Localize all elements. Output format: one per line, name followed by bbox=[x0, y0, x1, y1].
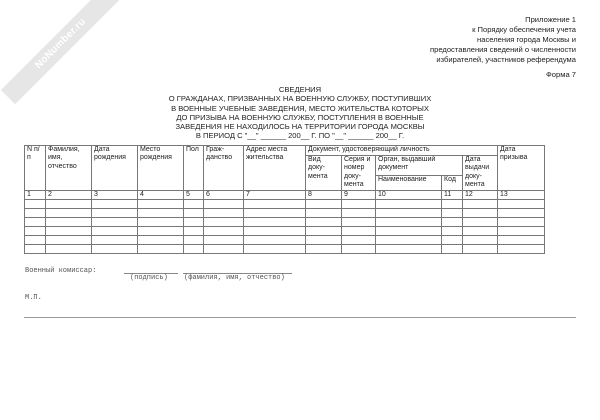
table-cell[interactable] bbox=[138, 245, 184, 254]
table-row bbox=[25, 245, 545, 254]
table-cell[interactable] bbox=[25, 245, 46, 254]
table-cell[interactable] bbox=[306, 236, 342, 245]
table-cell[interactable] bbox=[306, 227, 342, 236]
appendix-line: избирателей, участников референдума bbox=[436, 55, 576, 64]
name-caption: (фамилия, имя, отчество) bbox=[184, 274, 285, 282]
column-number: 2 bbox=[46, 191, 92, 200]
header-birth-place: Место рождения bbox=[138, 146, 184, 191]
table-cell[interactable] bbox=[46, 227, 92, 236]
table-row bbox=[25, 236, 545, 245]
title-line: СВЕДЕНИЯ bbox=[278, 85, 322, 94]
column-number: 8 bbox=[306, 191, 342, 200]
table-cell[interactable] bbox=[463, 245, 498, 254]
column-number: 12 bbox=[463, 191, 498, 200]
appendix-line: населения города Москвы и bbox=[477, 35, 576, 44]
header-doc-series: Серия и номер доку-мента bbox=[342, 156, 376, 191]
table-cell[interactable] bbox=[463, 236, 498, 245]
table-cell[interactable] bbox=[204, 245, 244, 254]
title-line: О ГРАЖДАНАХ, ПРИЗВАННЫХ НА ВОЕННУЮ СЛУЖБУ, ПОСТУПИВШИХ bbox=[168, 94, 432, 104]
table-cell[interactable] bbox=[204, 227, 244, 236]
header-address: Адрес места жительства bbox=[244, 146, 306, 191]
table-row bbox=[25, 200, 545, 209]
table-cell[interactable] bbox=[306, 209, 342, 218]
table-cell[interactable] bbox=[463, 200, 498, 209]
table-cell[interactable] bbox=[138, 236, 184, 245]
column-number: 11 bbox=[442, 191, 463, 200]
table-cell[interactable] bbox=[92, 236, 138, 245]
table-cell[interactable] bbox=[25, 218, 46, 227]
header-citizenship: Граж-данство bbox=[204, 146, 244, 191]
header-doc-type: Вид доку-мента bbox=[306, 156, 342, 191]
table-cell[interactable] bbox=[442, 227, 463, 236]
header-sex: Пол bbox=[184, 146, 204, 191]
table-cell[interactable] bbox=[244, 245, 306, 254]
table-cell[interactable] bbox=[92, 200, 138, 209]
table-cell[interactable] bbox=[25, 227, 46, 236]
title-line: ЗАВЕДЕНИЯ НЕ НАХОДИЛОСЬ НА ТЕРРИТОРИИ ГОРОДА МОСКВЫ bbox=[175, 122, 425, 132]
header-conscription-date: Дата призыва bbox=[498, 146, 545, 191]
header-num: N п/п bbox=[25, 146, 46, 191]
table-cell[interactable] bbox=[376, 236, 442, 245]
table-cell[interactable] bbox=[92, 245, 138, 254]
table-cell[interactable] bbox=[498, 218, 545, 227]
table-cell[interactable] bbox=[244, 218, 306, 227]
table-cell[interactable] bbox=[498, 227, 545, 236]
table-cell[interactable] bbox=[442, 200, 463, 209]
table-cell[interactable] bbox=[244, 209, 306, 218]
signature-caption: (подпись) bbox=[130, 274, 168, 282]
table-cell[interactable] bbox=[244, 227, 306, 236]
column-number: 1 bbox=[25, 191, 46, 200]
appendix-line: предоставления сведений о численности bbox=[430, 45, 576, 54]
column-number: 5 bbox=[184, 191, 204, 200]
watermark: NoNumber.ru bbox=[1, 0, 121, 104]
table-cell[interactable] bbox=[184, 209, 204, 218]
table-cell[interactable] bbox=[498, 236, 545, 245]
title-line: В ПЕРИОД С "__" ______ 200__ Г. ПО "__" ______ 200__ Г. bbox=[195, 131, 405, 141]
bottom-rule bbox=[24, 317, 576, 318]
stamp-label: М.П. bbox=[25, 294, 42, 302]
table-cell[interactable] bbox=[498, 200, 545, 209]
column-number: 13 bbox=[498, 191, 545, 200]
table-cell[interactable] bbox=[25, 236, 46, 245]
table-cell[interactable] bbox=[46, 200, 92, 209]
header-issuer-name: Наименование bbox=[376, 176, 442, 191]
header-issuer-code: Код bbox=[442, 176, 463, 191]
commissar-label: Военный комиссар: bbox=[25, 267, 97, 275]
table-cell[interactable] bbox=[342, 245, 376, 254]
table-cell[interactable] bbox=[463, 227, 498, 236]
table-cell[interactable] bbox=[342, 200, 376, 209]
table-cell[interactable] bbox=[342, 209, 376, 218]
table-cell[interactable] bbox=[376, 200, 442, 209]
header-issue-date: Дата выдачи доку-мента bbox=[463, 156, 498, 191]
table-cell[interactable] bbox=[92, 218, 138, 227]
table-cell[interactable] bbox=[184, 236, 204, 245]
table-cell[interactable] bbox=[204, 200, 244, 209]
appendix-line: Приложение 1 bbox=[525, 15, 576, 24]
column-number: 9 bbox=[342, 191, 376, 200]
table-cell[interactable] bbox=[306, 245, 342, 254]
table-cell[interactable] bbox=[204, 236, 244, 245]
table-cell[interactable] bbox=[138, 227, 184, 236]
document-title bbox=[150, 85, 450, 141]
table-cell[interactable] bbox=[463, 209, 498, 218]
table-cell[interactable] bbox=[442, 236, 463, 245]
table-cell[interactable] bbox=[46, 209, 92, 218]
table-cell[interactable] bbox=[25, 209, 46, 218]
header-fio: Фамилия, имя, отчество bbox=[46, 146, 92, 191]
table-cell[interactable] bbox=[463, 218, 498, 227]
table-cell[interactable] bbox=[204, 218, 244, 227]
table-row bbox=[25, 218, 545, 227]
table-cell[interactable] bbox=[306, 218, 342, 227]
table-cell[interactable] bbox=[184, 227, 204, 236]
table-cell[interactable] bbox=[376, 218, 442, 227]
table-cell[interactable] bbox=[244, 236, 306, 245]
table-cell[interactable] bbox=[376, 209, 442, 218]
table-cell[interactable] bbox=[376, 227, 442, 236]
table-cell[interactable] bbox=[244, 200, 306, 209]
header-birth-date: Дата рождения bbox=[92, 146, 138, 191]
appendix-note bbox=[316, 15, 576, 65]
table-cell[interactable] bbox=[92, 209, 138, 218]
table-cell[interactable] bbox=[92, 227, 138, 236]
header-issuer: Орган, выдавший документ bbox=[376, 156, 463, 176]
column-number: 10 bbox=[376, 191, 442, 200]
column-number: 7 bbox=[244, 191, 306, 200]
data-table bbox=[24, 145, 545, 254]
table-cell[interactable] bbox=[342, 236, 376, 245]
table-cell[interactable] bbox=[138, 218, 184, 227]
column-number: 3 bbox=[92, 191, 138, 200]
table-cell[interactable] bbox=[376, 245, 442, 254]
table-cell[interactable] bbox=[184, 245, 204, 254]
title-line: ДО ПРИЗЫВА НА ВОЕННУЮ СЛУЖБУ, ПОСТУПЛЕНИЯ В ВОЕННЫЕ bbox=[176, 112, 424, 122]
table-cell[interactable] bbox=[498, 209, 545, 218]
table-cell[interactable] bbox=[25, 200, 46, 209]
appendix-line: к Порядку обеспечения учета bbox=[472, 25, 576, 34]
table-cell[interactable] bbox=[498, 245, 545, 254]
title-line: В ВОЕННЫЕ УЧЕБНЫЕ ЗАВЕДЕНИЯ, МЕСТО ЖИТЕЛЬСТВА КОТОРЫХ bbox=[171, 103, 429, 113]
table-cell[interactable] bbox=[442, 218, 463, 227]
table-cell[interactable] bbox=[184, 218, 204, 227]
table-cell[interactable] bbox=[46, 218, 92, 227]
table-cell[interactable] bbox=[342, 227, 376, 236]
table-cell[interactable] bbox=[46, 245, 92, 254]
table-cell[interactable] bbox=[442, 209, 463, 218]
table-cell[interactable] bbox=[46, 236, 92, 245]
table-cell[interactable] bbox=[342, 218, 376, 227]
header-document: Документ, удостоверяющий личность bbox=[306, 146, 498, 156]
table-cell[interactable] bbox=[306, 200, 342, 209]
table-cell[interactable] bbox=[138, 209, 184, 218]
column-number: 4 bbox=[138, 191, 184, 200]
table-cell[interactable] bbox=[442, 245, 463, 254]
table-cell[interactable] bbox=[138, 200, 184, 209]
table-cell[interactable] bbox=[184, 200, 204, 209]
table-row bbox=[25, 227, 545, 236]
column-number: 6 bbox=[204, 191, 244, 200]
table-cell[interactable] bbox=[204, 209, 244, 218]
form-number: Форма 7 bbox=[546, 70, 576, 79]
table-row bbox=[25, 209, 545, 218]
